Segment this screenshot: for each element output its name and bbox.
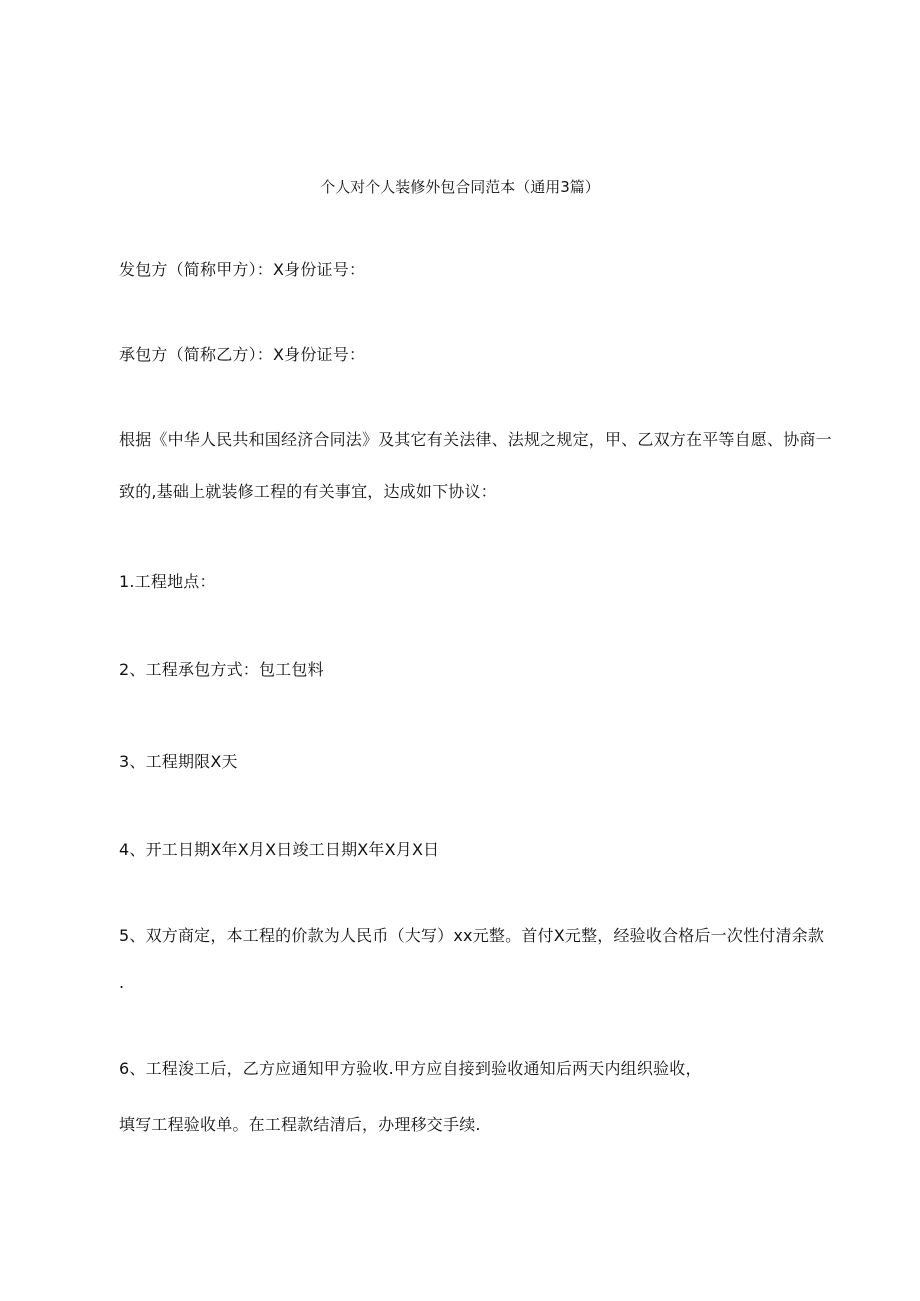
clause-5-line-2: . [119, 973, 125, 992]
preamble-line-1: 根据《中华人民共和国经济合同法》及其它有关法律、法规之规定，甲、乙双方在平等自愿、协商一 [119, 430, 832, 449]
preamble-line-2: 致的,基础上就装修工程的有关事宜，达成如下协议： [119, 482, 497, 501]
clause-5-line-1: 5、双方商定，本工程的价款为人民币（大写）xx元整。首付X元整，经验收合格后一次性付清余款 [119, 926, 825, 945]
clause-3: 3、工程期限X天 [119, 752, 238, 771]
clause-6-line-2: 填写工程验收单。在工程款结清后，办理移交手续. [119, 1115, 481, 1134]
clause-6-line-1: 6、工程浚工后，乙方应通知甲方验收.甲方应自接到验收通知后两天内组织验收， [119, 1059, 702, 1078]
clause-1: 1.工程地点： [119, 572, 216, 591]
party-a-line: 发包方（简称甲方）：X身份证号： [119, 260, 366, 279]
document-title: 个人对个人装修外包合同范本（通用3篇） [320, 178, 600, 196]
party-b-line: 承包方（简称乙方）：X身份证号： [119, 345, 366, 364]
clause-4: 4、开工日期X年X月X日竣工日期X年X月X日 [119, 840, 440, 859]
clause-2: 2、工程承包方式：包工包料 [119, 660, 324, 679]
